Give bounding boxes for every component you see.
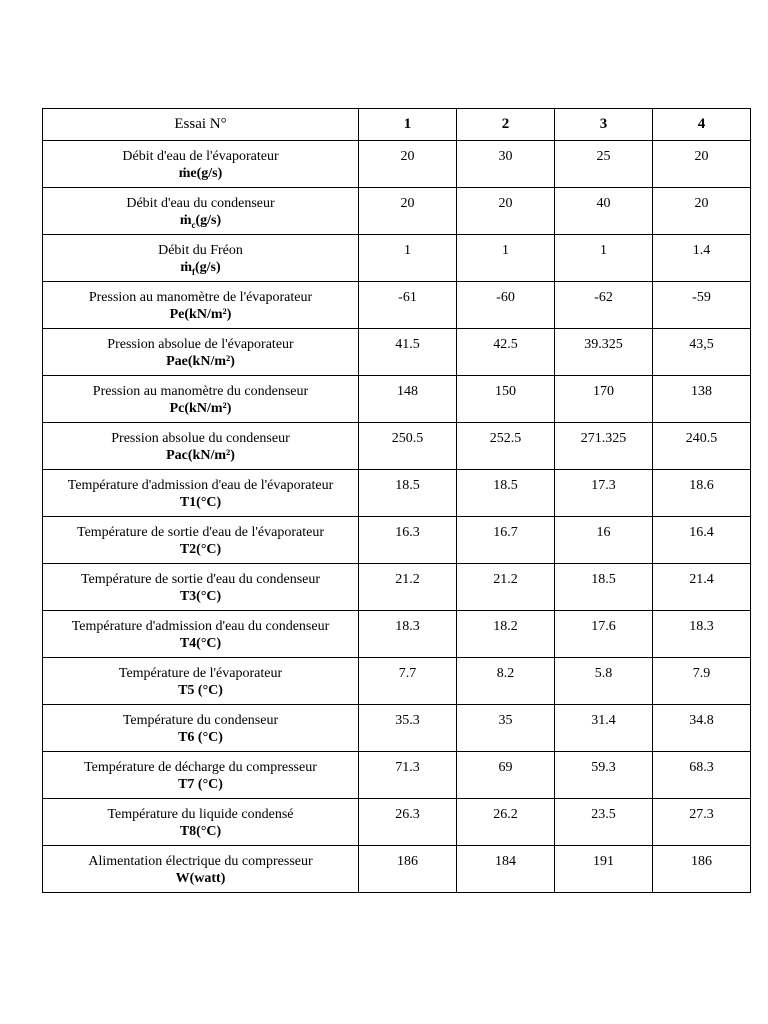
value-trial-1: 20	[400, 196, 415, 211]
value-trial-3: 31.4	[591, 713, 616, 728]
value-trial-1: 250.5	[391, 431, 424, 446]
value-cell	[653, 517, 751, 564]
value-cell	[653, 282, 751, 329]
value-trial-3: 39.325	[584, 337, 623, 352]
value-cell	[359, 188, 457, 235]
row-symbol: T7 (°C)	[178, 777, 223, 792]
row-label: Pression absolue du condenseur	[111, 431, 290, 446]
value-trial-4: 16.4	[689, 525, 714, 540]
value-trial-1: 21.2	[395, 572, 420, 587]
table-row-debit-eau-evaporateur	[43, 141, 751, 188]
value-cell	[457, 282, 555, 329]
value-cell	[359, 423, 457, 470]
value-trial-2: 8.2	[496, 666, 515, 681]
value-cell	[555, 470, 653, 517]
value-trial-2: 252.5	[489, 431, 522, 446]
value-cell	[653, 470, 751, 517]
value-cell	[359, 235, 457, 282]
value-cell	[457, 235, 555, 282]
value-trial-1: 35.3	[395, 713, 420, 728]
value-trial-3: -62	[594, 290, 613, 305]
value-cell	[359, 752, 457, 799]
value-cell	[653, 188, 751, 235]
value-trial-1: 186	[397, 854, 418, 869]
row-label: Débit d'eau du condenseur	[126, 196, 275, 211]
table-row-debit-eau-condenseur	[43, 188, 751, 235]
value-trial-2: 18.2	[493, 619, 518, 634]
value-trial-1: 1	[404, 243, 411, 258]
value-trial-2: 26.2	[493, 807, 518, 822]
row-symbol: T8(°C)	[179, 824, 222, 839]
row-symbol: Pc(kN/m²)	[169, 401, 232, 416]
value-cell	[555, 564, 653, 611]
row-label: Température du condenseur	[122, 713, 279, 728]
value-trial-4: 138	[691, 384, 712, 399]
value-trial-1: 20	[400, 149, 415, 164]
value-trial-1: -61	[398, 290, 417, 305]
row-symbol	[43, 212, 358, 229]
value-trial-4: 27.3	[689, 807, 714, 822]
row-label-cell	[43, 282, 359, 329]
row-label-cell	[43, 188, 359, 235]
table-row-pression-manometre-condenseur	[43, 376, 751, 423]
value-cell	[555, 329, 653, 376]
value-cell	[359, 329, 457, 376]
row-label-cell	[43, 658, 359, 705]
row-label: Température de sortie d'eau du condenseur	[80, 572, 321, 587]
header-trial-2: 2	[457, 109, 555, 141]
row-symbol: W(watt)	[175, 871, 226, 886]
value-trial-2: 35	[498, 713, 513, 728]
header-trial-4: 4	[653, 109, 751, 141]
table-row-t4	[43, 611, 751, 658]
row-symbol: T6 (°C)	[178, 730, 223, 745]
value-trial-4: 34.8	[689, 713, 714, 728]
value-cell	[457, 752, 555, 799]
value-trial-2: 184	[495, 854, 516, 869]
value-trial-3: 25	[596, 149, 611, 164]
value-cell	[555, 658, 653, 705]
row-label: Température de décharge du compresseur	[84, 760, 317, 775]
value-cell	[653, 799, 751, 846]
value-cell	[457, 611, 555, 658]
value-trial-2: 18.5	[493, 478, 518, 493]
row-label-cell	[43, 846, 359, 893]
value-cell	[653, 705, 751, 752]
value-trial-1: 18.3	[395, 619, 420, 634]
value-trial-4: 20	[694, 149, 709, 164]
row-label-cell	[43, 799, 359, 846]
row-label-cell	[43, 517, 359, 564]
value-cell	[359, 799, 457, 846]
row-symbol: Pe(kN/m²)	[169, 307, 232, 322]
value-cell	[359, 611, 457, 658]
value-trial-2: 150	[495, 384, 516, 399]
value-cell	[653, 564, 751, 611]
value-cell	[457, 517, 555, 564]
value-trial-1: 148	[397, 384, 418, 399]
value-cell	[653, 141, 751, 188]
row-label: Température d'admission d'eau du condenseur	[71, 619, 330, 634]
row-label-cell	[43, 470, 359, 517]
value-trial-4: 20	[694, 196, 709, 211]
row-label: Température de l'évaporateur	[118, 666, 283, 681]
symbol-unit: (g/s)	[195, 213, 222, 228]
row-label-cell	[43, 564, 359, 611]
value-cell	[457, 705, 555, 752]
row-symbol	[43, 259, 358, 276]
row-label-cell	[43, 141, 359, 188]
row-label: Température de sortie d'eau de l'évaporateur	[77, 525, 324, 540]
value-trial-1: 26.3	[395, 807, 420, 822]
value-trial-1: 41.5	[395, 337, 420, 352]
value-cell	[457, 329, 555, 376]
row-symbol: Pae(kN/m²)	[166, 354, 235, 369]
value-trial-2: 20	[498, 196, 513, 211]
value-cell	[555, 188, 653, 235]
table-row-t8	[43, 799, 751, 846]
value-cell	[653, 376, 751, 423]
value-trial-1: 71.3	[395, 760, 420, 775]
row-label-cell	[43, 376, 359, 423]
value-cell	[555, 846, 653, 893]
table-row-t7	[43, 752, 751, 799]
value-trial-1: 18.5	[395, 478, 420, 493]
value-cell	[359, 141, 457, 188]
row-symbol: ṁe(g/s)	[178, 166, 223, 181]
symbol-base: ṁ	[179, 213, 192, 228]
value-trial-4: 186	[691, 854, 712, 869]
table-row-t5	[43, 658, 751, 705]
value-cell	[555, 282, 653, 329]
value-trial-3: 59.3	[591, 760, 616, 775]
value-trial-2: 1	[502, 243, 509, 258]
header-trial-1: 1	[359, 109, 457, 141]
value-cell	[457, 423, 555, 470]
value-cell	[555, 423, 653, 470]
value-trial-3: 170	[593, 384, 614, 399]
value-trial-4: 240.5	[685, 431, 718, 446]
value-cell	[359, 705, 457, 752]
table-row-pression-manometre-evaporateur	[43, 282, 751, 329]
value-trial-3: 271.325	[580, 431, 627, 446]
table-row-t2	[43, 517, 751, 564]
value-trial-1: 7.7	[398, 666, 417, 681]
value-trial-4: 21.4	[689, 572, 714, 587]
value-trial-1: 16.3	[395, 525, 420, 540]
row-symbol: Pac(kN/m²)	[166, 448, 235, 463]
value-trial-3: 18.5	[591, 572, 616, 587]
value-trial-3: 1	[600, 243, 607, 258]
value-cell	[653, 235, 751, 282]
value-trial-4: 7.9	[692, 666, 711, 681]
row-symbol: T1(°C)	[179, 495, 222, 510]
row-label-cell	[43, 235, 359, 282]
value-cell	[457, 141, 555, 188]
value-cell	[359, 282, 457, 329]
value-trial-3: 17.6	[591, 619, 616, 634]
row-label: Pression au manomètre du condenseur	[92, 384, 309, 399]
value-trial-3: 16	[596, 525, 611, 540]
value-trial-4: 68.3	[689, 760, 714, 775]
value-cell	[359, 658, 457, 705]
value-cell	[653, 611, 751, 658]
value-cell	[555, 141, 653, 188]
value-trial-3: 5.8	[594, 666, 613, 681]
value-cell	[359, 517, 457, 564]
row-label: Pression absolue de l'évaporateur	[107, 337, 294, 352]
value-cell	[653, 846, 751, 893]
value-cell	[555, 235, 653, 282]
row-label-cell	[43, 329, 359, 376]
value-trial-2: 16.7	[493, 525, 518, 540]
value-cell	[457, 470, 555, 517]
value-cell	[555, 705, 653, 752]
table-row-debit-freon	[43, 235, 751, 282]
symbol-subscript: c	[191, 219, 196, 230]
value-trial-4: 1.4	[692, 243, 711, 258]
value-trial-3: 23.5	[591, 807, 616, 822]
value-cell	[653, 423, 751, 470]
row-label-cell	[43, 611, 359, 658]
row-label: Débit d'eau de l'évaporateur	[122, 149, 279, 164]
header-essai-label: Essai N°	[43, 109, 359, 141]
value-cell	[555, 611, 653, 658]
essai-data-table	[42, 108, 751, 893]
value-trial-4: 43,5	[689, 337, 714, 352]
value-cell	[457, 846, 555, 893]
value-cell	[359, 376, 457, 423]
value-cell	[653, 329, 751, 376]
table-row-t1	[43, 470, 751, 517]
value-cell	[555, 799, 653, 846]
value-cell	[555, 752, 653, 799]
value-cell	[653, 752, 751, 799]
value-trial-2: 69	[498, 760, 513, 775]
row-symbol: T5 (°C)	[178, 683, 223, 698]
value-trial-2: 21.2	[493, 572, 518, 587]
value-trial-2: 42.5	[493, 337, 518, 352]
value-trial-3: 17.3	[591, 478, 616, 493]
value-cell	[653, 658, 751, 705]
row-label: Température d'admission d'eau de l'évaporateur	[67, 478, 334, 493]
row-symbol: T2(°C)	[179, 542, 222, 557]
table-row-t6	[43, 705, 751, 752]
value-cell	[359, 470, 457, 517]
row-label: Débit du Fréon	[158, 243, 243, 258]
symbol-base: ṁ	[180, 260, 192, 275]
row-label: Alimentation électrique du compresseur	[88, 854, 313, 869]
row-symbol: T4(°C)	[179, 636, 222, 651]
symbol-subscript: f	[192, 266, 195, 277]
row-label-cell	[43, 705, 359, 752]
value-cell	[555, 517, 653, 564]
table-header-row	[43, 109, 751, 141]
value-cell	[457, 799, 555, 846]
value-cell	[457, 564, 555, 611]
value-trial-3: 40	[596, 196, 611, 211]
value-cell	[457, 658, 555, 705]
table-row-pression-absolue-condenseur	[43, 423, 751, 470]
value-cell	[457, 376, 555, 423]
value-cell	[359, 564, 457, 611]
symbol-unit: (g/s)	[195, 260, 221, 275]
value-cell	[359, 846, 457, 893]
table-row-pression-absolue-evaporateur	[43, 329, 751, 376]
value-cell	[555, 376, 653, 423]
row-label-cell	[43, 752, 359, 799]
value-trial-2: 30	[498, 149, 513, 164]
value-cell	[457, 188, 555, 235]
row-label: Température du liquide condensé	[107, 807, 294, 822]
value-trial-4: -59	[692, 290, 711, 305]
row-label: Pression au manomètre de l'évaporateur	[88, 290, 313, 305]
value-trial-4: 18.3	[689, 619, 714, 634]
value-trial-3: 191	[593, 854, 614, 869]
value-trial-2: -60	[496, 290, 515, 305]
table-row-puissance-compresseur	[43, 846, 751, 893]
table-row-t3	[43, 564, 751, 611]
row-label-cell	[43, 423, 359, 470]
header-trial-3: 3	[555, 109, 653, 141]
value-trial-4: 18.6	[689, 478, 714, 493]
row-symbol: T3(°C)	[179, 589, 222, 604]
